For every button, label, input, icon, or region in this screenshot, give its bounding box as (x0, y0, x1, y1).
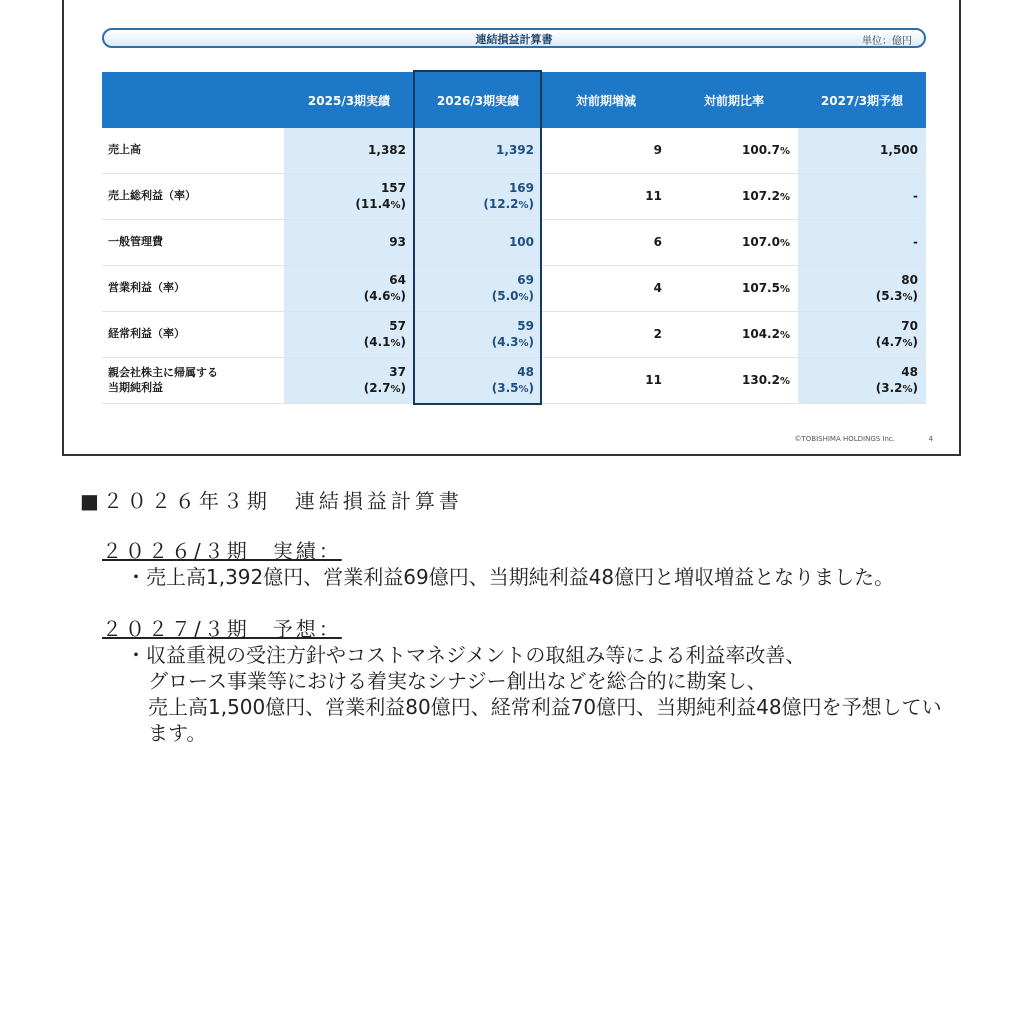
cell-ratio: 100.7% (670, 128, 798, 174)
cell-prev: 93 (284, 220, 414, 266)
row-label: 営業利益（率） (102, 266, 284, 312)
table-row (102, 312, 926, 358)
row-label: 売上総利益（率） (102, 174, 284, 220)
cell-prev: 57 (4.1%) (284, 312, 414, 358)
header-yoy-change: 対前期増減 (542, 72, 670, 128)
cell-ratio: 107.0% (670, 220, 798, 266)
cell-ratio: 107.2% (670, 174, 798, 220)
income-statement-table (102, 72, 926, 404)
table-row (102, 128, 926, 174)
cell-diff: 6 (542, 220, 670, 266)
row-label: 一般管理費 (102, 220, 284, 266)
forecast-section-title: ２０２７/３期 予想： (102, 617, 342, 641)
actual-section-title: ２０２６/３期 実績： (102, 539, 342, 563)
cell-cur: 1,392 (414, 128, 542, 174)
header-yoy-ratio: 対前期比率 (670, 72, 798, 128)
cell-forecast: 80 (5.3%) (798, 266, 926, 312)
slide-title-bar (102, 28, 926, 48)
cell-forecast: 1,500 (798, 128, 926, 174)
cell-diff: 4 (542, 266, 670, 312)
cell-forecast: - (798, 220, 926, 266)
forecast-line-2: グロース事業等における着実なシナジー創出などを総合的に勘案し、 (148, 669, 767, 693)
cell-cur: 48 (3.5%) (414, 358, 542, 404)
cell-diff: 11 (542, 174, 670, 220)
header-fy2026-actual: 2026/3期実績 (414, 72, 542, 128)
slide-title: 連結損益計算書 (475, 33, 553, 46)
cell-forecast: - (798, 174, 926, 220)
speaker-notes (80, 488, 960, 746)
copyright-text: ©TOBISHIMA HOLDINGS Inc. (794, 435, 895, 443)
table-row (102, 358, 926, 404)
page-number: 4 (928, 435, 933, 443)
forecast-line-3: 売上高1,500億円、営業利益80億円、経常利益70億円、当期純利益48億円を予想しています。 (148, 695, 942, 745)
table-row (102, 220, 926, 266)
cell-prev: 157 (11.4%) (284, 174, 414, 220)
actual-section-text: ・売上高1,392億円、営業利益69億円、当期純利益48億円と増収増益となりました。 (126, 565, 895, 589)
table-row (102, 266, 926, 312)
cell-cur: 100 (414, 220, 542, 266)
cell-forecast: 48 (3.2%) (798, 358, 926, 404)
row-label: 売上高 (102, 128, 284, 174)
row-label: 経常利益（率） (102, 312, 284, 358)
cell-diff: 9 (542, 128, 670, 174)
cell-forecast: 70 (4.7%) (798, 312, 926, 358)
cell-ratio: 130.2% (670, 358, 798, 404)
cell-ratio: 104.2% (670, 312, 798, 358)
cell-cur: 69 (5.0%) (414, 266, 542, 312)
header-fy2027-forecast: 2027/3期予想 (798, 72, 926, 128)
table-header-row (102, 72, 926, 128)
cell-prev: 37 (2.7%) (284, 358, 414, 404)
cell-cur: 169 (12.2%) (414, 174, 542, 220)
cell-ratio: 107.5% (670, 266, 798, 312)
cell-prev: 64 (4.6%) (284, 266, 414, 312)
cell-diff: 11 (542, 358, 670, 404)
cell-diff: 2 (542, 312, 670, 358)
table-row (102, 174, 926, 220)
header-label-col (102, 72, 284, 128)
cell-cur: 59 (4.3%) (414, 312, 542, 358)
slide-frame (62, 0, 961, 456)
cell-prev: 1,382 (284, 128, 414, 174)
notes-heading: ■２０２６年３期 連結損益計算書 (80, 489, 463, 513)
row-label: 親会社株主に帰属する 当期純利益 (102, 358, 284, 404)
forecast-line-1: ・収益重視の受注方針やコストマネジメントの取組み等による利益率改善、 (126, 643, 806, 667)
unit-label: 単位：億円 (862, 36, 912, 47)
header-fy2025-actual: 2025/3期実績 (284, 72, 414, 128)
